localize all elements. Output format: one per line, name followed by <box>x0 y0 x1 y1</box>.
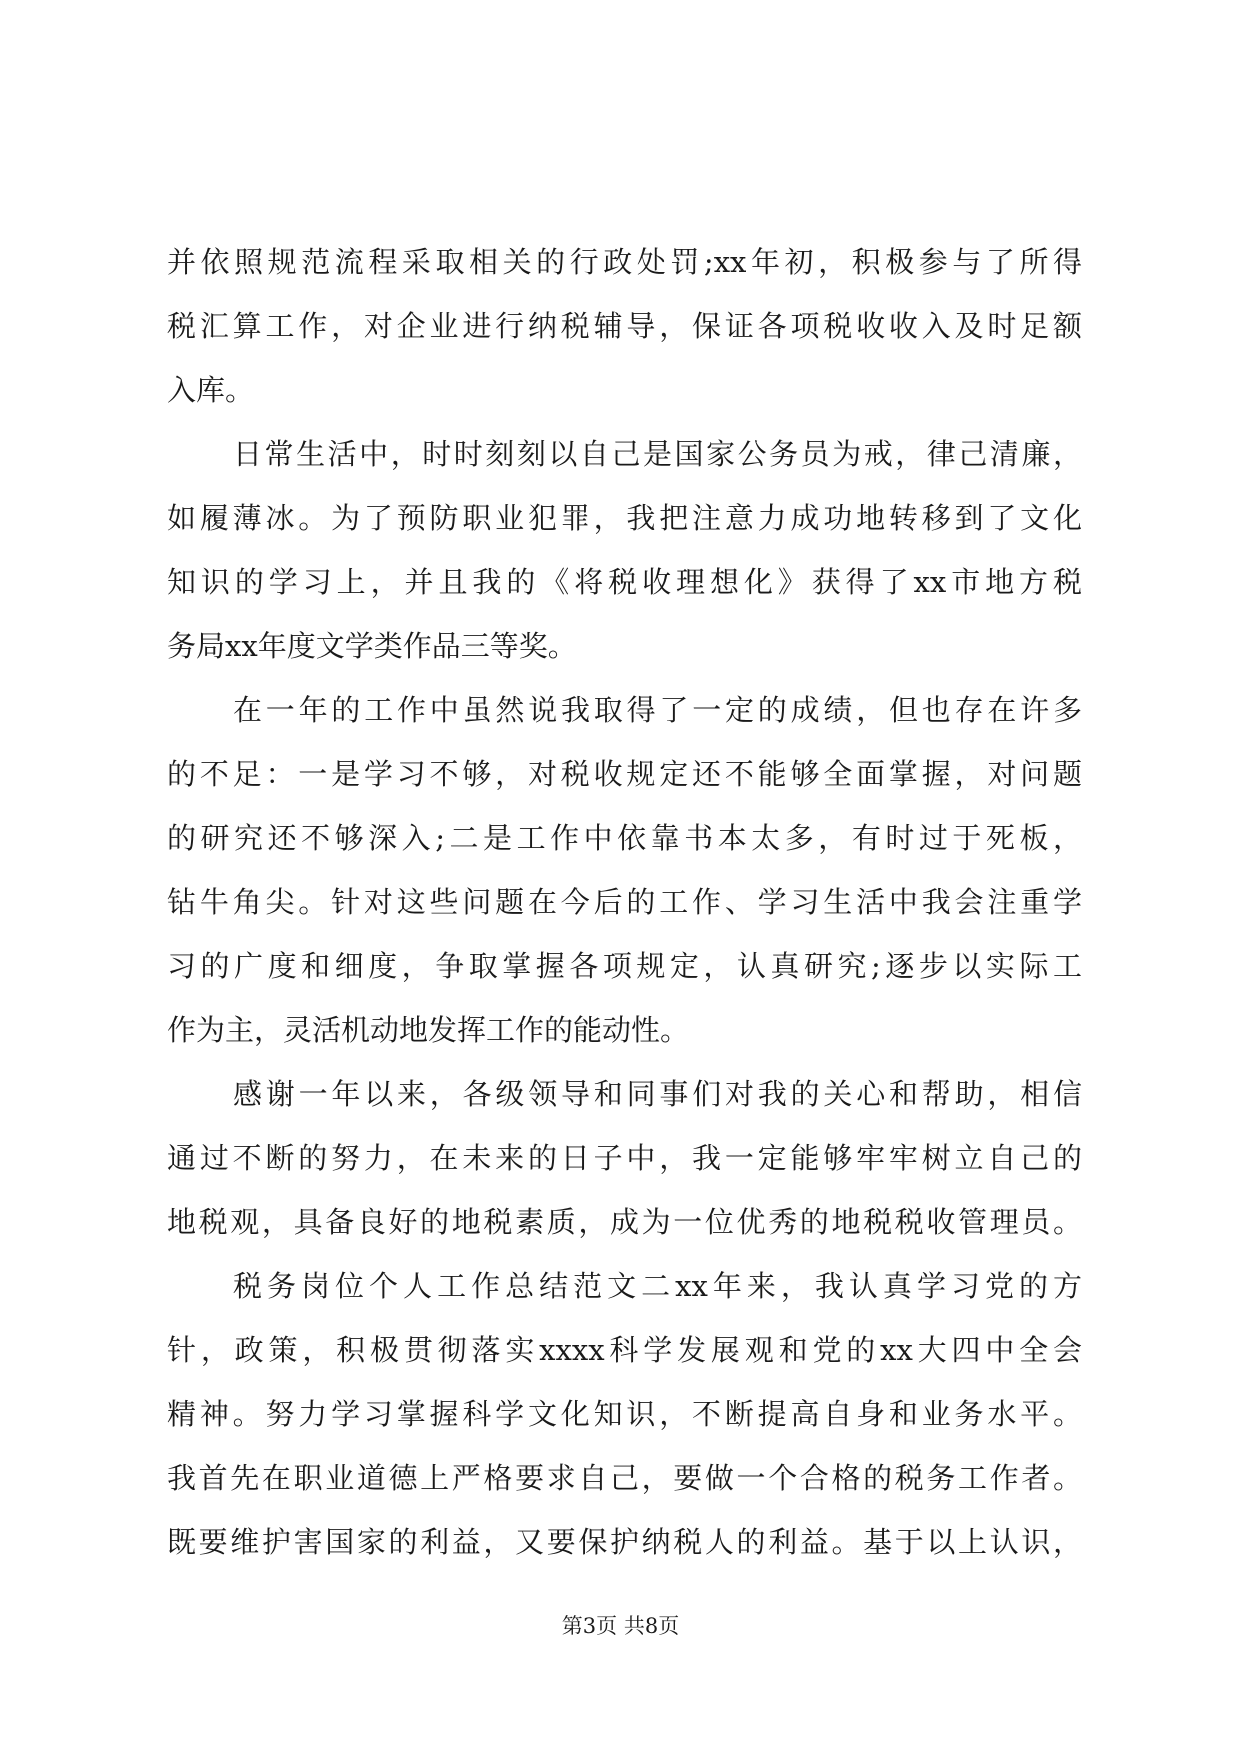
text-line: 针，政策，积极贯彻落实xxxx科学发展观和党的xx大四中全会 <box>167 1333 1082 1367</box>
text-line: 的研究还不够深入;二是工作中依靠书本太多，有时过于死板， <box>167 821 1082 855</box>
paragraph-first-line: 在一年的工作中虽然说我取得了一定的成绩，但也存在许多 <box>233 693 1082 727</box>
text-line: 精神。努力学习掌握科学文化知识，不断提高自身和业务水平。 <box>167 1397 1082 1431</box>
text-line: 习的广度和细度，争取掌握各项规定，认真研究;逐步以实际工 <box>167 949 1082 983</box>
text-line: 钻牛角尖。针对这些问题在今后的工作、学习生活中我会注重学 <box>167 885 1082 919</box>
text-line: 地税观，具备良好的地税素质，成为一位优秀的地税税收管理员。 <box>167 1205 1082 1239</box>
text-line: 入库。 <box>167 373 255 407</box>
text-line: 税汇算工作，对企业进行纳税辅导，保证各项税收收入及时足额 <box>167 309 1082 343</box>
text-line: 的不足：一是学习不够，对税收规定还不能够全面掌握，对问题 <box>167 757 1082 791</box>
text-line: 通过不断的努力，在未来的日子中，我一定能够牢牢树立自己的 <box>167 1141 1082 1175</box>
text-line: 务局xx年度文学类作品三等奖。 <box>167 629 577 663</box>
text-line: 知识的学习上，并且我的《将税收理想化》获得了xx市地方税 <box>167 565 1082 599</box>
text-line: 并依照规范流程采取相关的行政处罚;xx年初，积极参与了所得 <box>167 245 1082 279</box>
page-footer <box>0 1612 1241 1640</box>
text-line: 我首先在职业道德上严格要求自己，要做一个合格的税务工作者。 <box>167 1461 1082 1495</box>
page-number-indicator: 第3页 共8页 <box>561 1614 680 1638</box>
paragraph-first-line: 感谢一年以来，各级领导和同事们对我的关心和帮助，相信 <box>233 1077 1082 1111</box>
text-line: 作为主，灵活机动地发挥工作的能动性。 <box>167 1013 690 1047</box>
text-line: 既要维护害国家的利益，又要保护纳税人的利益。基于以上认识， <box>167 1525 1082 1559</box>
paragraph-first-line: 日常生活中，时时刻刻以自己是国家公务员为戒，律己清廉， <box>233 437 1082 471</box>
paragraph-first-line: 税务岗位个人工作总结范文二xx年来，我认真学习党的方 <box>233 1269 1082 1303</box>
document-body <box>167 230 1082 1574</box>
text-line: 如履薄冰。为了预防职业犯罪，我把注意力成功地转移到了文化 <box>167 501 1082 535</box>
